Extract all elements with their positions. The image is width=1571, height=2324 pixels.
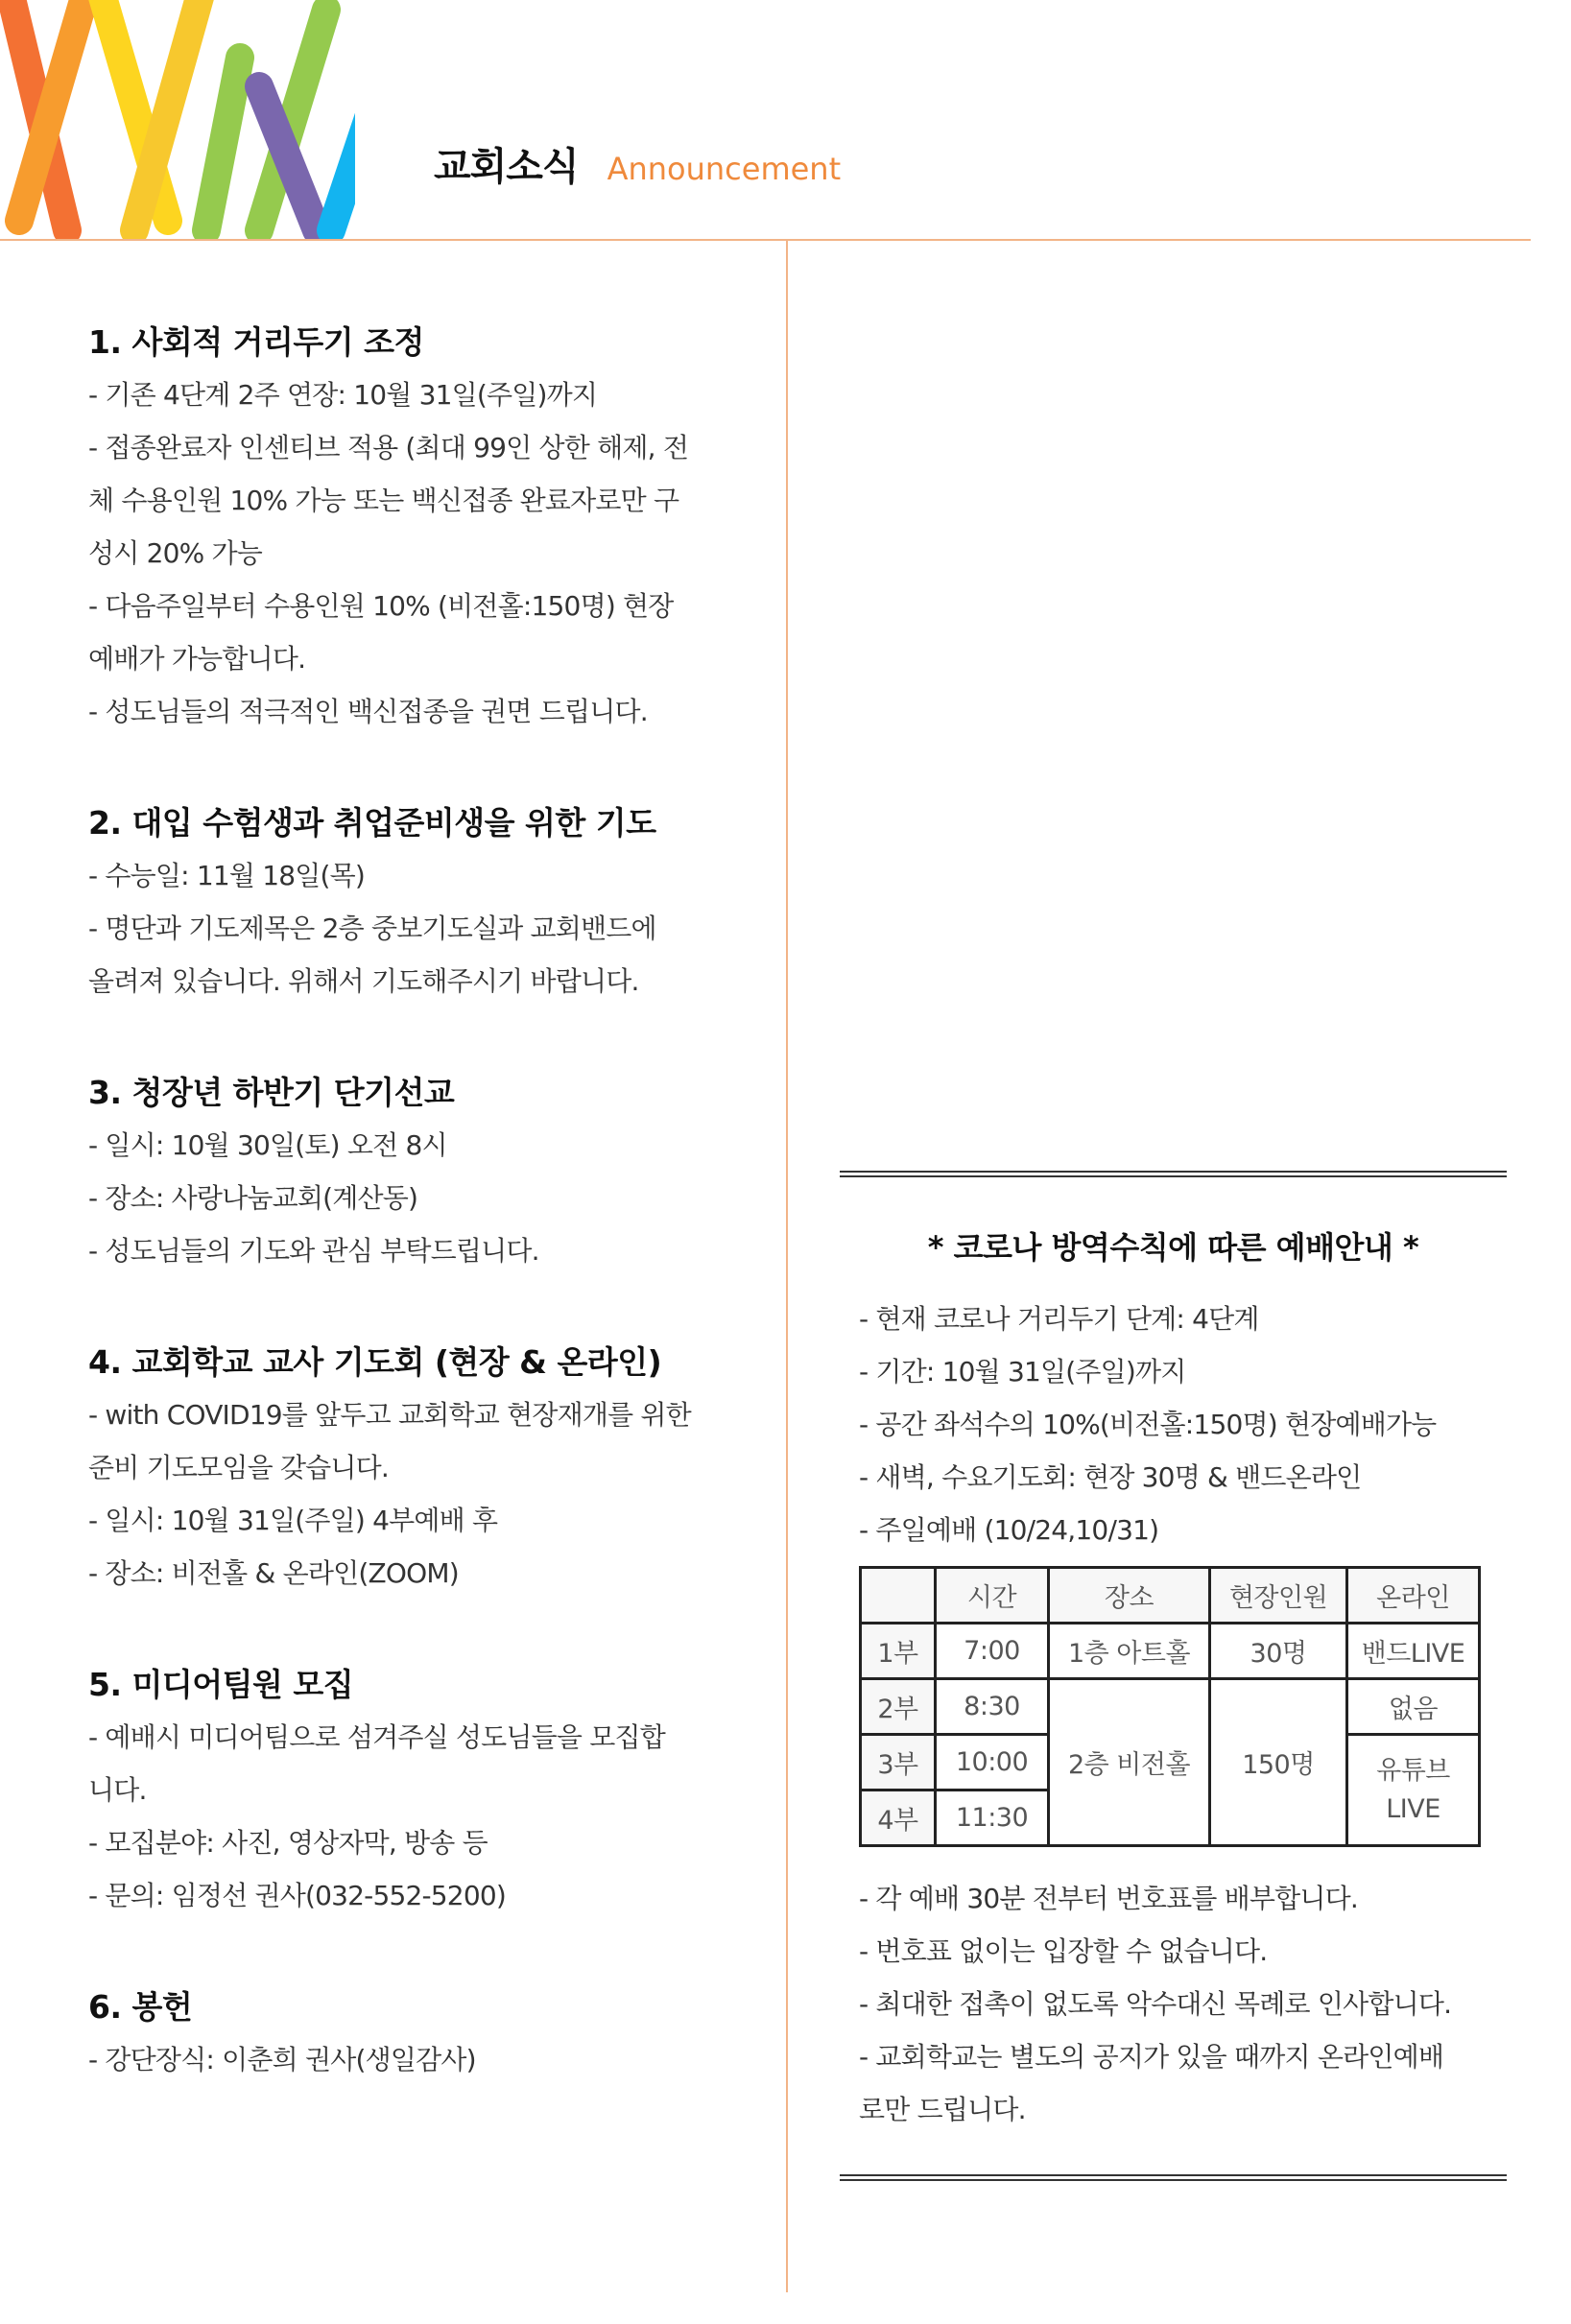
section-line: - 일시: 10월 31일(주일) 4부예배 후 (88, 1505, 498, 1536)
notice-line: - 교회학교는 별도의 공지가 있을 때까지 온라인예배 (859, 2041, 1444, 2073)
table-cell: 8:30 (936, 1679, 1049, 1735)
page-header (434, 136, 842, 189)
notice-line: - 현재 코로나 거리두기 단계: 4단계 (859, 1303, 1259, 1335)
section-line: - 성도님들의 적극적인 백신접종을 권면 드립니다. (88, 696, 648, 727)
announcement-section (88, 1337, 731, 1600)
section-line: - 모집분야: 사진, 영상자막, 방송 등 (88, 1827, 488, 1859)
table-cell: 유튜브 LIVE (1347, 1735, 1480, 1846)
section-line: - 일시: 10월 30일(토) 오전 8시 (88, 1129, 447, 1161)
section-title: 1. 사회적 거리두기 조정 (88, 323, 424, 361)
section-line: - with COVID19를 앞두고 교회학교 현장재개를 위한 (88, 1399, 691, 1431)
section-title: 5. 미디어팀원 모집 (88, 1666, 354, 1703)
table-cell: 150명 (1210, 1679, 1347, 1846)
section-line: - 강단장식: 이춘희 권사(생일감사) (88, 2044, 476, 2075)
table-cell: 2층 비전홀 (1049, 1679, 1210, 1846)
table-cell: 1부 (861, 1624, 936, 1679)
notice-line: - 새벽, 수요기도회: 현장 30명 & 밴드온라인 (859, 1461, 1362, 1493)
section-line: 체 수용인원 10% 가능 또는 백신접종 완료자로만 구 (88, 485, 679, 516)
section-line: - 문의: 임정선 권사(032-552-5200) (88, 1880, 506, 1911)
section-line: - 수능일: 11월 18일(목) (88, 860, 366, 891)
header-divider (0, 239, 1531, 241)
announcements-column (88, 317, 731, 2146)
notice-line: 로만 드립니다. (859, 2094, 1026, 2125)
section-line: 성시 20% 가능 (88, 537, 263, 569)
table-cell: 밴드LIVE (1347, 1624, 1480, 1679)
section-title: 6. 봉헌 (88, 1988, 193, 2026)
section-line: - 다음주일부터 수용인원 10% (비전홀:150명) 현장 (88, 590, 674, 622)
table-cell: 7:00 (936, 1624, 1049, 1679)
logo-stripe (331, 86, 355, 230)
table-cell: 11:30 (936, 1790, 1049, 1846)
table-cell: 없음 (1347, 1679, 1480, 1735)
section-title: 3. 청장년 하반기 단기선교 (88, 1074, 455, 1111)
page-subtitle: Announcement (607, 151, 842, 187)
covid-notice-box (840, 1171, 1507, 2181)
notice-line: - 최대한 접촉이 없도록 악수대신 목례로 인사합니다. (859, 1988, 1452, 2020)
notice-line: - 기간: 10월 31일(주일)까지 (859, 1356, 1186, 1387)
section-line: 올려져 있습니다. 위해서 기도해주시기 바랍니다. (88, 965, 639, 997)
section-title: 2. 대입 수험생과 취업준비생을 위한 기도 (88, 804, 656, 842)
table-header-cell: 현장인원 (1210, 1568, 1347, 1624)
section-line: - 기존 4단계 2주 연장: 10월 31일(주일)까지 (88, 379, 598, 411)
announcement-section (88, 1067, 731, 1277)
table-header-cell (861, 1568, 936, 1624)
table-cell: 30명 (1210, 1624, 1347, 1679)
logo-stripe (206, 58, 240, 230)
table-cell: 3부 (861, 1735, 936, 1790)
table-row (861, 1624, 1480, 1679)
notice-line: - 주일예배 (10/24,10/31) (859, 1514, 1159, 1546)
section-line: - 명단과 기도제목은 2층 중보기도실과 교회밴드에 (88, 913, 656, 944)
section-line: - 성도님들의 기도와 관심 부탁드립니다. (88, 1235, 539, 1267)
announcement-section (88, 317, 731, 738)
announcement-section (88, 1659, 731, 1922)
table-header-cell: 시간 (936, 1568, 1049, 1624)
notice-line: - 번호표 없이는 입장할 수 없습니다. (859, 1935, 1268, 1967)
notice-line: - 각 예배 30분 전부터 번호표를 배부합니다. (859, 1883, 1359, 1914)
table-cell: 4부 (861, 1790, 936, 1846)
section-line: - 예배시 미디어팀으로 섬겨주실 성도님들을 모집합 (88, 1721, 666, 1753)
section-line: - 장소: 비전홀 & 온라인(ZOOM) (88, 1557, 459, 1589)
table-cell: 1층 아트홀 (1049, 1624, 1210, 1679)
section-line: 예배가 가능합니다. (88, 643, 306, 675)
table-header-cell: 장소 (1049, 1568, 1210, 1624)
section-title: 4. 교회학교 교사 기도회 (현장 & 온라인) (88, 1343, 662, 1381)
section-line: 준비 기도모임을 갖습니다. (88, 1452, 390, 1483)
table-cell: 2부 (861, 1679, 936, 1735)
section-line: - 접종완료자 인센티브 적용 (최대 99인 상한 해제, 전 (88, 432, 689, 463)
table-header-cell: 온라인 (1347, 1568, 1480, 1624)
table-cell: 10:00 (936, 1735, 1049, 1790)
page-title: 교회소식 (434, 145, 579, 189)
notice-line: - 공간 좌석수의 10%(비전홀:150명) 현장예배가능 (859, 1409, 1437, 1440)
double-rule (840, 1171, 1507, 1177)
worship-schedule-table (859, 1566, 1481, 1847)
announcement-section (88, 1981, 731, 2086)
table-header-row (861, 1568, 1480, 1624)
church-logo-stripes (0, 0, 355, 240)
section-line: 니다. (88, 1774, 147, 1806)
double-rule (840, 2174, 1507, 2181)
table-row (861, 1679, 1480, 1735)
notice-title: * 코로나 방역수칙에 따른 예배안내 * (927, 1229, 1419, 1266)
column-divider (786, 239, 788, 2292)
announcement-section (88, 797, 731, 1008)
section-line: - 장소: 사랑나눔교회(계산동) (88, 1182, 418, 1214)
